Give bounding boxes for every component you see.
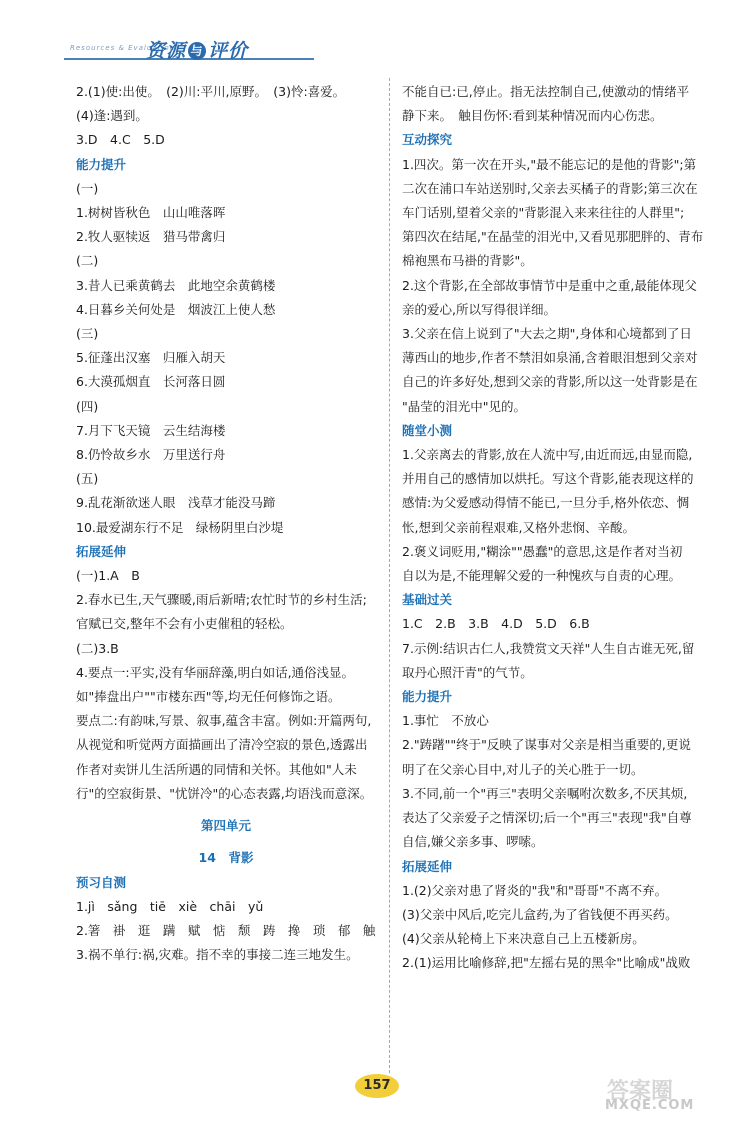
answer-line: 薄西山的地步,作者不禁泪如泉涌,含着眼泪想到父亲对: [402, 350, 698, 366]
answer-line: 3.祸不单行:祸,灾难。指不幸的事接二连三地发生。: [76, 947, 359, 963]
section-heading: 拓展延伸: [76, 543, 127, 559]
header-title: [146, 36, 248, 63]
section-heading: 互动探究: [402, 132, 453, 148]
answer-line: 4.要点一:平实,没有华丽辞藻,明白如话,通俗浅显。: [76, 664, 355, 680]
answer-line: 7.月下飞天镜 云生结海楼: [76, 422, 226, 438]
answer-line: 自信,嫌父亲多事、啰嗦。: [402, 834, 544, 850]
answer-line: (五): [76, 471, 99, 487]
answer-line: 2.春水已生,天气骤暖,雨后新晴;农忙时节的乡村生活;: [76, 592, 367, 608]
unit-title: 第四单元: [200, 818, 251, 834]
answer-line: (4)逢:遇到。: [76, 108, 148, 124]
answer-line: (一)1.A B: [76, 568, 140, 584]
answer-line: 作者对卖饼儿生活所遇的同情和关怀。其他如"人未: [76, 761, 357, 777]
unit-title: 14 背影: [198, 850, 254, 866]
answer-line: 3.父亲在信上说到了"大去之期",身体和心境都到了日: [402, 326, 692, 342]
answer-line: 自以为是,不能理解父爱的一种愧疚与自责的心理。: [402, 568, 681, 584]
answer-line: 明了在父亲心目中,对儿子的关心胜于一切。: [402, 761, 644, 777]
answer-line: (二): [76, 253, 99, 269]
answer-line: 3.不同,前一个"再三"表明父亲嘱咐次数多,不厌其烦,: [402, 785, 688, 801]
page-header: [64, 30, 384, 70]
answer-line: 2.(1)运用比喻修辞,把"左摇右晃的黑伞"比喻成"战败: [402, 955, 691, 971]
answer-line: "晶莹的泪光中"见的。: [402, 398, 526, 414]
spacer: [76, 838, 376, 846]
answer-line: 表达了父亲爱子之情深切;后一个"再三"表现"我"自尊: [402, 810, 692, 826]
answer-line: 亲的爱心,所以写得很详细。: [402, 301, 556, 317]
answer-line: 1.事忙 不放心: [402, 713, 489, 729]
answer-line: 自己的许多好处,想到父亲的背影,所以这一处背影是在: [402, 374, 698, 390]
section-heading: 能力提升: [76, 156, 127, 172]
answer-line: 1.树树皆秋色 山山唯落晖: [76, 205, 226, 221]
section-heading: 能力提升: [402, 689, 453, 705]
answer-line: 6.大漠孤烟直 长河落日圆: [76, 374, 226, 390]
answer-line: 要点二:有韵味,写景、叙事,蕴含丰富。例如:开篇两句,: [76, 713, 372, 729]
header-title-amp: 与: [188, 42, 206, 60]
section-heading: 拓展延伸: [402, 858, 453, 874]
answer-line: 3.D 4.C 5.D: [76, 132, 165, 148]
page-number: 157: [355, 1074, 399, 1098]
answer-line: 5.征蓬出汉塞 归雁入胡天: [76, 350, 226, 366]
answer-line: 2.这个背影,在全部故事情节中是重中之重,最能体现父: [402, 277, 697, 293]
answer-line: 2."踌躇""终于"反映了谋事对父亲是相当重要的,更说: [402, 737, 691, 753]
answer-line: (四): [76, 398, 99, 414]
answer-line: (3)父亲中风后,吃完儿盒药,为了省钱便不再买药。: [402, 906, 678, 922]
answer-line: 7.示例:结识古仁人,我赞赏文天祥"人生自古谁无死,留: [402, 640, 695, 656]
answer-line: (一): [76, 180, 99, 196]
answer-line: 二次在浦口车站送别时,父亲去买橘子的背影;第三次在: [402, 180, 698, 196]
answer-line: 不能自已:已,停止。指无法控制自己,使激动的情绪平: [402, 84, 690, 99]
answer-line: 并用自己的感情加以烘托。写这个背影,能表现这样的: [402, 471, 694, 487]
answer-line: 4.日暮乡关何处是 烟波江上使人愁: [76, 301, 276, 317]
answer-line: 官赋已交,整年不会有小吏催租的轻松。: [76, 616, 293, 632]
answer-line: 行"的空寂街景、"忧饼冷"的心态表露,均语浅而意深。: [76, 785, 373, 801]
answer-line: 车门话别,望着父亲的"背影混入来来往往的人群里";: [402, 205, 685, 221]
answer-line: (二)3.B: [76, 640, 119, 656]
answer-line: 静下来。 触目伤怀:看到某种情况而内心伤悲。: [402, 108, 663, 124]
watermark-logo: 答案圈: [607, 1079, 674, 1104]
answer-line: 感情:为父爱感动得情不能已,一旦分手,格外依恋、惆: [402, 495, 690, 511]
section-heading: 随堂小测: [402, 422, 453, 438]
answer-line: (4)父亲从轮椅上下来决意自己上五楼新房。: [402, 931, 645, 947]
spacer: [76, 806, 376, 814]
column-divider: [389, 78, 390, 1073]
section-heading: 基础过关: [402, 592, 453, 608]
answer-line: (三): [76, 326, 99, 342]
answer-line: 2.褒义词贬用,"糊涂""愚蠢"的意思,这是作者对当初: [402, 543, 683, 559]
answer-line: 2.箸 褂 逛 蹒 赋 惦 颓 踌 搀 琐 郁 触: [76, 922, 376, 938]
right-column: [402, 80, 722, 976]
header-title-b: 评价: [208, 40, 249, 62]
answer-line: 从视觉和听觉两方面描画出了清冷空寂的景色,透露出: [76, 737, 368, 753]
watermark-url: MXQE.COM: [605, 1098, 695, 1113]
answer-line: 9.乱花渐欲迷人眼 浅草才能没马蹄: [76, 495, 276, 511]
answer-line: 1.四次。第一次在开头,"最不能忘记的是他的背影";第: [402, 156, 697, 172]
answer-line: 1.(2)父亲对患了肾炎的"我"和"哥哥"不离不弃。: [402, 882, 668, 898]
answer-line: 怅,想到父亲前程艰难,又格外悲悯、辛酸。: [402, 519, 635, 535]
answer-line: 1.父亲离去的背影,放在人流中写,由近而远,由显而隐,: [402, 447, 693, 463]
answer-line: 取丹心照汗青"的气节。: [402, 664, 533, 680]
answer-line: 棉袍黑布马褂的背影"。: [402, 253, 533, 269]
answer-line: 第四次在结尾,"在晶莹的泪光中,又看见那肥胖的、青布: [402, 229, 704, 245]
left-column: [76, 80, 376, 967]
header-tagline: Resources & Evaluation: [70, 44, 176, 52]
answer-line: 1.jì sǎng tiē xiè chāi yǔ: [76, 898, 264, 914]
watermark: [605, 1080, 735, 1114]
answer-line: 1.C 2.B 3.B 4.D 5.D 6.B: [402, 616, 590, 632]
section-heading: 预习自测: [76, 874, 127, 890]
answer-line: 8.仍怜故乡水 万里送行舟: [76, 447, 226, 463]
answer-line: 2.牧人驱犊返 猎马带禽归: [76, 229, 226, 245]
header-title-a: 资源: [146, 40, 187, 62]
answer-line: 如"捧盘出户""市楼东西"等,均无任何修饰之语。: [76, 689, 341, 705]
answer-line: 3.昔人已乘黄鹤去 此地空余黄鹤楼: [76, 277, 276, 293]
answer-line: 2.(1)使:出使。 (2)川:平川,原野。 (3)怜:喜爱。: [76, 84, 346, 99]
answer-line: 10.最爱湖东行不足 绿杨阴里白沙堤: [76, 519, 284, 535]
